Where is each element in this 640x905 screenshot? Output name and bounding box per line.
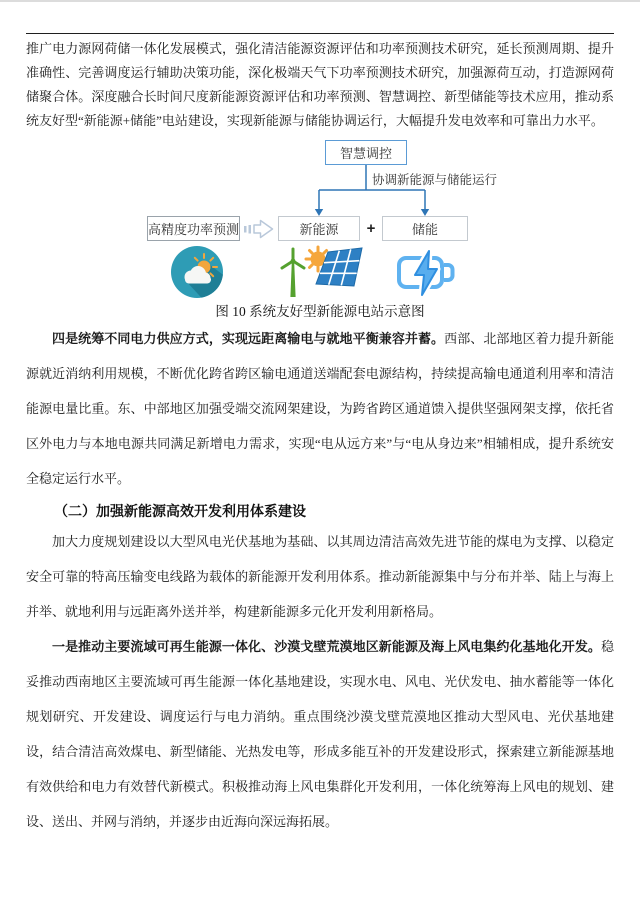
- hollow-right-arrow-icon: [243, 216, 275, 242]
- paragraph-point-1-lead: 一是推动主要流域可再生能源一体化、沙漠戈壁荒漠地区新能源及海上风电集约化基地化开发。: [52, 639, 601, 654]
- node-new-energy: 新能源: [278, 216, 360, 241]
- weather-forecast-icon: [170, 245, 224, 299]
- paragraph-point-1: [26, 629, 614, 839]
- plus-sign: +: [366, 220, 376, 237]
- paragraph-intro: 加大力度规划建设以大型风电光伏基地为基础、以其周边清洁高效先进节能的煤电为支撑、以稳定安全可靠的特高压输变电线路为载体的新能源开发利用体系。推动新能源集中与分布并举、陆上与海上并举、就地利用与远距离外送并举，构建新能源多元化开发利用新格局。: [26, 534, 614, 619]
- coordination-edge-label: 协调新能源与储能运行: [372, 173, 498, 187]
- node-storage: 储能: [382, 216, 468, 241]
- paragraph-point-4-lead: 四是统筹不同电力供应方式，实现远距离输电与就地平衡兼容并蓄。: [52, 331, 445, 346]
- node-smart-control: 智慧调控: [325, 140, 407, 165]
- paragraph-point-1-body: 稳妥推动西南地区主要流域可再生能源一体化基地建设，实现水电、风电、光伏发电、抽水蓄能等一体化规划研究、开发建设、调度运行与电力消纳。重点围绕沙漠戈壁荒漠地区推动大型风电、光伏基地建设，结合清洁高效煤电、新型储能、光热发电等，形成多能互补的开发建设形式，探索建立新能源基地有效供给和电力有效替代新模式。积极推动海上风电集群化开发利用，一体化统筹海上风电的规划、建设、送出、并网与消纳，并逐步由近海向深远海拓展。: [26, 639, 614, 829]
- paragraph-continuation: 推广电力源网荷储一体化发展模式，强化清洁能源资源评估和功率预测技术研究，延长预测周期、提升准确性、完善调度运行辅助决策功能，深化极端天气下功率预测技术研究，加强源荷互动，打造源网荷储聚合体。深度融合长时间尺度新能源资源评估和功率预测、智慧调控、新型储能等技术应用，推动系统友好型“新能源+储能”电站建设，实现新能源与储能协调运行，大幅提升发电效率和可靠出力水平。: [26, 41, 614, 128]
- figure-caption: 图 10 系统友好型新能源电站示意图: [215, 304, 425, 319]
- page-top-rule: [26, 33, 614, 34]
- paragraph-point-4-body: 西部、北部地区着力提升新能源就近消纳利用规模，不断优化跨省跨区输电通道送端配套电源结构，持续提高输电通道利用率和清洁能源电量比重。东、中部地区加强受端交流网架建设，为跨省跨区通道馈入提供坚强网架支撑，依托省区外电力与本地电源共同满足新增电力需求，实现“电从远方来”与“电从身边来”相辅相成，提升系统安全稳定运行水平。: [26, 331, 614, 486]
- paragraph-point-4: [26, 321, 614, 496]
- figure-10-canvas: [26, 139, 614, 301]
- section-heading-2: （二）加强新能源高效开发利用体系建设: [54, 503, 306, 519]
- battery-storage-icon: [396, 249, 458, 297]
- solar-panel-icon: [304, 244, 364, 300]
- figure-10: [26, 139, 614, 321]
- node-power-forecast: 高精度功率预测: [147, 216, 240, 241]
